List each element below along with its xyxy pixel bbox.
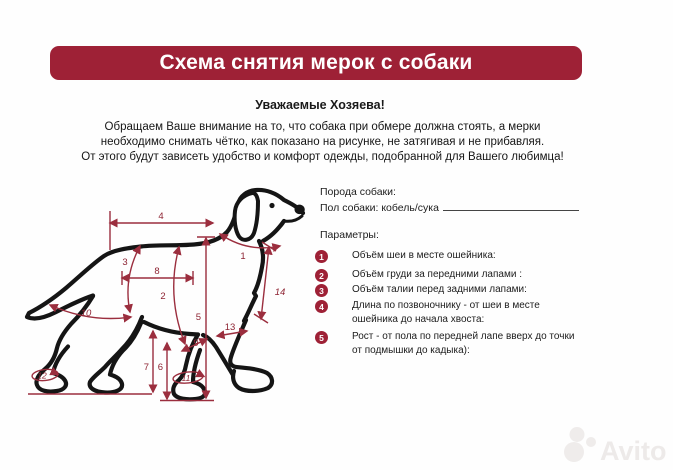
page-title: Схема снятия мерок с собаки xyxy=(159,51,473,74)
number-badge: 3 xyxy=(315,284,328,297)
measure-label: 8 xyxy=(154,266,160,277)
list-item xyxy=(315,268,655,282)
number-badge: 1 xyxy=(315,250,328,263)
number-badge: 4 xyxy=(315,300,328,313)
measure-3-waist xyxy=(128,246,140,312)
dog-measurement-diagram xyxy=(15,178,327,414)
measure-label: 10 xyxy=(80,308,92,319)
measure-label: 5 xyxy=(195,312,201,323)
form-column xyxy=(320,185,650,242)
measure-label: 11 xyxy=(181,373,191,383)
measure-label: 1 xyxy=(240,251,246,262)
avito-logo-icon xyxy=(564,427,596,462)
intro-paragraph xyxy=(30,120,615,165)
avito-watermark xyxy=(550,423,672,468)
measure-2-girth xyxy=(174,247,185,344)
title-banner xyxy=(50,46,582,80)
intro-line-3: От этого будут зависеть удобство и комфорт одежды, подобранной для Вашего любимца! xyxy=(81,151,564,163)
measure-label: 7 xyxy=(143,362,149,373)
measure-label: 4 xyxy=(158,211,164,222)
sex-answer-line xyxy=(443,200,579,211)
dog-nose xyxy=(295,205,305,214)
intro-line-1: Обращаем Ваше внимание на то, что собака при обмере должна стоять, а мерки xyxy=(104,121,541,133)
sex-label: Пол собаки: кобель/сука xyxy=(320,202,439,214)
breed-label: Порода собаки: xyxy=(320,186,396,198)
list-item xyxy=(315,249,655,263)
parameters-list xyxy=(315,249,655,358)
parameters-label: Параметры: xyxy=(320,229,379,241)
param-text: ошейника до начала хвоста: xyxy=(352,314,485,325)
param-text: Объём шеи в месте ошейника: xyxy=(352,250,496,261)
list-item xyxy=(315,299,655,327)
number-badge: 2 xyxy=(315,269,328,282)
param-text: от подмышки до кадыка): xyxy=(352,345,470,356)
intro-heading: Уважаемые Хозяева! xyxy=(255,98,385,112)
param-text: Объём груди за передними лапами : xyxy=(352,269,522,280)
measure-label: 9 xyxy=(193,338,199,349)
sex-line xyxy=(320,200,650,215)
measure-label: 3 xyxy=(122,257,128,268)
measure-label: 13 xyxy=(224,322,236,333)
measure-label: 2 xyxy=(160,291,166,302)
measure-label: 12 xyxy=(37,370,47,381)
dog-eye xyxy=(269,203,274,208)
measure-label: 6 xyxy=(157,362,163,373)
param-text: Длина по позвоночнику - от шеи в месте xyxy=(352,300,540,311)
measure-label: 14 xyxy=(274,287,286,298)
list-item xyxy=(315,330,655,358)
param-text: Объём талии перед задними лапами: xyxy=(352,284,527,295)
param-text: Рост - от пола по передней лапе вверх до точки xyxy=(352,331,575,342)
number-badge: 5 xyxy=(315,331,328,344)
intro-line-2: необходимо снимать чётко, как показано на рисунке, не затягивая и не прибавляя. xyxy=(100,136,545,148)
list-item xyxy=(315,283,655,297)
dog-face-details xyxy=(269,203,304,214)
avito-watermark-text: Avito xyxy=(600,436,667,466)
